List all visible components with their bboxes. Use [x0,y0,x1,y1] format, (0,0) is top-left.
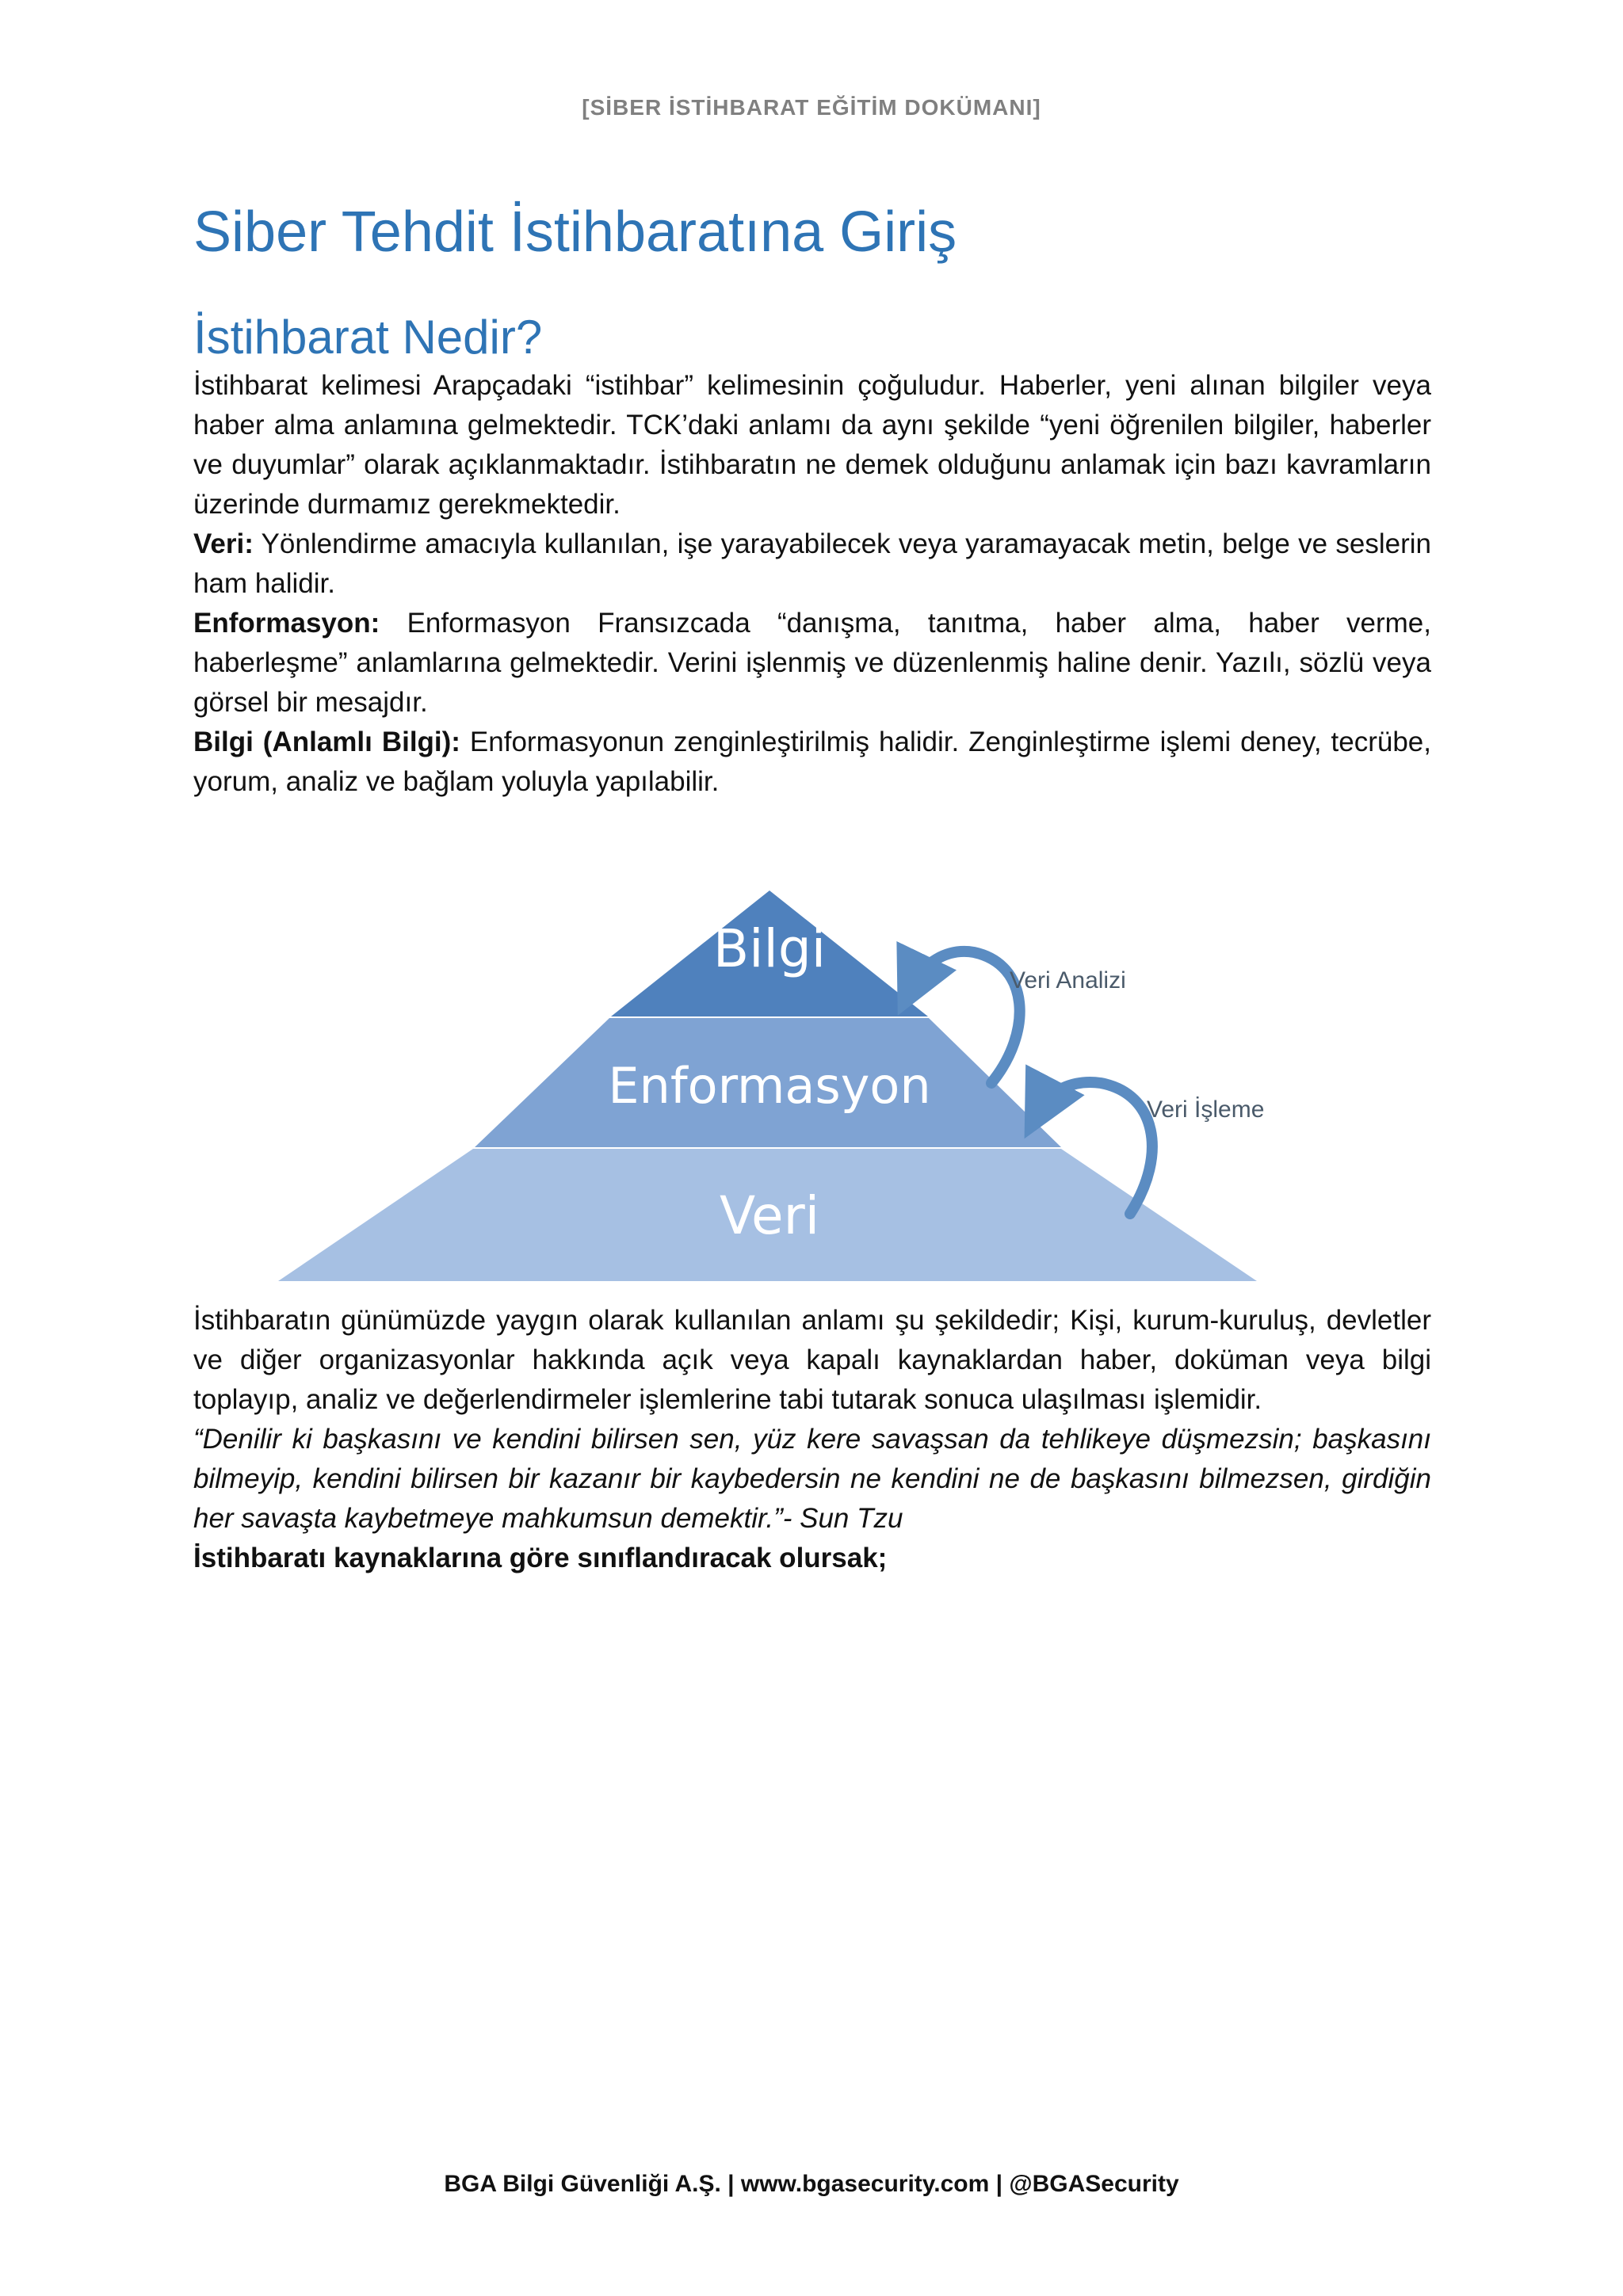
definition-bilgi [193,723,1431,802]
pyramid-label-enformasyon: Enformasyon [608,1057,931,1116]
definition-text: Yönlendirme amacıyla kullanılan, işe yarayabilecek veya yaramayacak metin, belge ve seslerin ham halidir. [193,528,1431,600]
definition-veri [193,524,1431,604]
pyramid-label-veri: Veri [719,1185,820,1247]
definition-term: Veri: [193,528,254,560]
definition-term: Enformasyon: [193,608,380,639]
definition-enformasyon [193,604,1431,723]
knowledge-pyramid-diagram [277,889,1275,1301]
intro-paragraph: İstihbarat kelimesi Arapçadaki “istihbar” kelimesinin çoğuludur. Haberler, yeni alınan bilgiler veya haber alma anlamına gelmektedir. TCK’daki anlamı da aynı şekilde “yeni öğrenilen bilgiler, haberler ve duyumlar” olarak açıklanmaktadır. İstihbaratın ne demek olduğunu anlamak için bazı kavramların üzerinde durmamız gerekmektedir. [193,370,1431,521]
pyramid-label-bilgi: Bilgi [712,918,827,980]
definition-term: Bilgi (Anlamlı Bilgi): [193,727,460,758]
arrow-label-veri-isleme: Veri İşleme [1147,1097,1265,1123]
definition-text: Enformasyon Fransızcada “danışma, tanıtma, haber alma, haber verme, haberleşme” anlamlarına gelmektedir. Verini işlenmiş ve düzenlenmiş haline denir. Yazılı, sözlü veya görsel bir mesajdır. [193,608,1431,719]
definition-text: Enformasyonun zenginleştirilmiş halidir. Zenginleştirme işlemi deney, tecrübe, yorum, analiz ve bağlam yoluyla yapılabilir. [193,727,1431,798]
running-header: [SİBER İSTİHBARAT EĞİTİM DOKÜMANI] [582,95,1041,120]
document-title: Siber Tehdit İstihbaratına Giriş [193,200,957,264]
arrow-label-veri-analizi: Veri Analizi [1010,967,1126,994]
classification-lead: İstihbaratı kaynaklarına göre sınıflandıracak olursak; [193,1543,888,1574]
sun-tzu-quote: “Denilir ki başkasını ve kendini bilirsen sen, yüz kere savaşsan da tehlikeye düşmezsin; başkasını bilmeyip, kendini bilirsen bir kazanır bir kaybedersin ne kendini ne de başkasını bilmezsen, girdiğin her savaşta kaybetmeye mahkumsun demektir.”- Sun Tzu [193,1424,1431,1535]
modern-meaning-paragraph: İstihbaratın günümüzde yaygın olarak kullanılan anlamı şu şekildedir; Kişi, kurum-kuruluş, devletler ve diğer organizasyonlar hakkında açık veya kapalı kaynaklardan haber, doküman veya bilgi toplayıp, analiz ve değerlendirmeler işlemlerine tabi tutarak sonuca ulaşılması işlemidir. [193,1305,1431,1416]
section-heading: İstihbarat Nedir? [193,311,543,364]
page-content [193,198,1431,1578]
page-footer: BGA Bilgi Güvenliği A.Ş. | www.bgasecurity.com | @BGASecurity [444,2171,1179,2197]
